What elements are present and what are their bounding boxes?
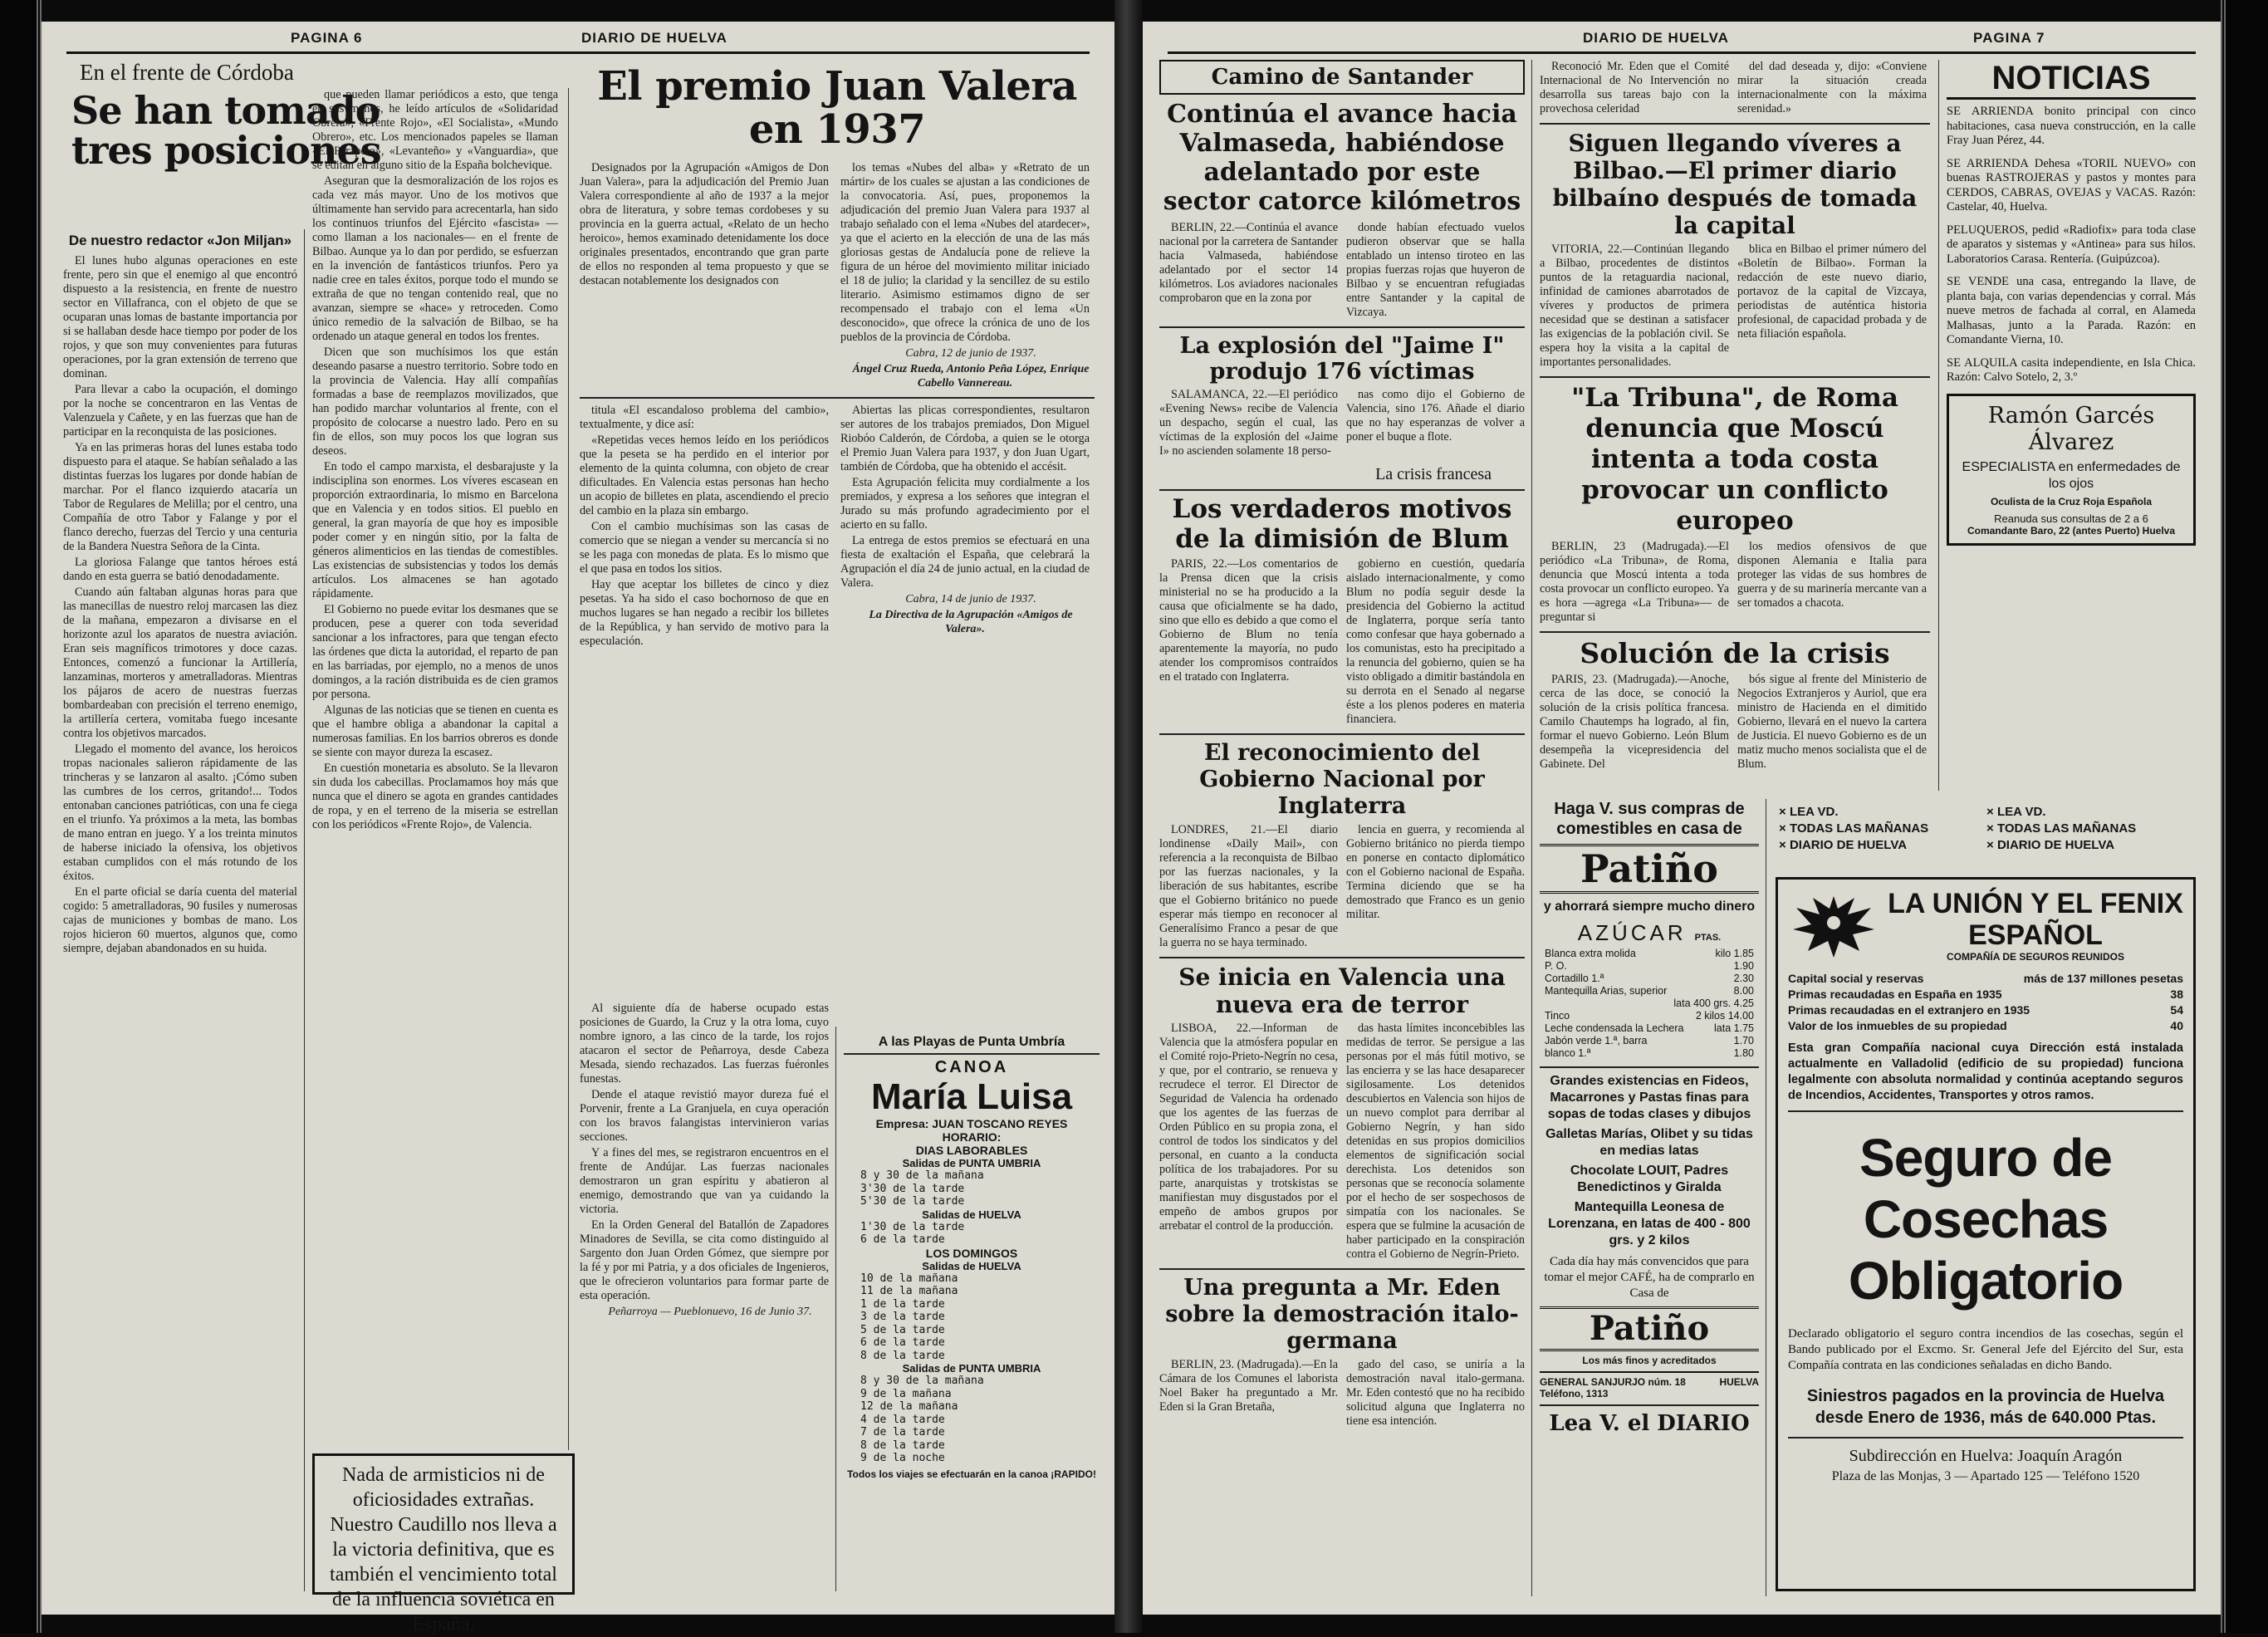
price-row	[1545, 1022, 1754, 1035]
reader-text: DIARIO DE HUELVA	[1996, 838, 2115, 852]
price-value: lata 1.75	[1714, 1022, 1754, 1034]
article-body	[840, 404, 1090, 650]
ad-rule	[1788, 1437, 2183, 1439]
product-name: AZÚCAR	[1577, 920, 1687, 945]
article-body	[1346, 388, 1525, 460]
classified-item: PELUQUEROS, pedid «Radiofix» para toda clase de aparatos y sistemas y «Antinea» para sus hilos. Laboratorios Carasa. Rentería. (Guipúzcoa).	[1947, 223, 2196, 266]
schedule-time: 4 de la tarde	[860, 1413, 945, 1426]
running-head	[66, 27, 1090, 54]
paragraph: PARIS, 23. (Madrugada).—Anoche, cerca de las doce, se conoció la solución de la crisis política francesa. Camilo Chautemps ha logrado, al fin, formar el nuevo Gobierno. León Blum desempeña la vicepresidencia del Gabinete. Del	[1540, 673, 1729, 771]
paragraph: «Repetidas veces hemos leído en los periódicos que la peseta se ha perdido en el interior por elemento de la quinta columna, con objeto de crear dificultades. En Valencia estas personas han hecho un acopio de billetes en plata, ascendiendo el precio del cambio en la plaza sin embargo.	[580, 434, 829, 517]
article-body	[1159, 557, 1338, 728]
insurance-body: Esta gran Compañía nacional cuya Dirección está instalada actualmente en Valladolid (edificio de su propiedad) funciona legalmente con absoluta normalidad y continúa aceptando seguros de Incendios, Accidentes, Transportes y otros ramos.	[1788, 1042, 2183, 1102]
paragraph: Algunas de las noticias que se tienen en cuenta es que el hambre obliga a abandonar la capital a numerosas familias. En los barrios obreros es donde se siente con mayor dureza la escasez.	[312, 703, 558, 759]
paragraph: Al siguiente día de haberse ocupado estas posiciones de Guardo, la Cruz y la otra loma, cuyo nombre ignoro, a las cinco de la tarde, los rojos atacaron el sector de Peñarroya, desde Cabeza Mesada, siendo rechazados. Las fuerzas fuéronles funestas.	[580, 1002, 829, 1086]
armistice-text: Nada de armisticios ni de oficiosidades extrañas. Nuestro Caudillo nos lleva a la victoria definitiva, que es también el vencimiento total de la influencia soviética en España.	[330, 1464, 557, 1635]
paragraph: LISBOA, 22.—Informan de Valencia que la atmósfera popular en el Comité rojo-Prieto-Negrín no cesa, y que, por el contrario, se renueva y recrudece el terror. El Director de Seguridad de Valencia ha ordenado que los agentes de las fuerzas de Orden Público en su propia zona, el control de todos los sindicatos y del personal, en cuanto a la conducta política de los trabajadores. Por su parte, anarquistas y trotskistas se manifiestan muy disgustados por el empeño de ambos grupos por arrebatar el control de la producción.	[1159, 1022, 1338, 1233]
valera-top-cols	[580, 161, 1095, 392]
paragraph: En cuestión monetaria es absoluto. Se la llevaron sin duda los cabecillas. Proclamamos hoy más que nunca que el dinero se agota en grandes cantidades de ropa, y en el terreno de la miseria se estrellan con los periódicos «Frente Rojo», de Valencia.	[312, 762, 558, 831]
article-kicker: En el frente de Córdoba	[80, 60, 294, 85]
article-headline: Solución de la crisis	[1580, 637, 1890, 669]
paragraph: gobierno en cuestión, quedaría aislado internacionalmente, y como Blum no podía seguir desde la presidencia del Gobierno la actitud de Inglaterra, porque sería tanto como confesar que haya gobernado a los comunistas, esto ha precipitado a la renuncia del gobierno, quien se ha visto obligado a dimitir bastándola en su derrota en el Senado al negarse éste a los plenos poderes en materia financiera.	[1346, 557, 1525, 726]
paragraph: los medios ofensivos de que disponen Alemania e Italia para proteger las vidas de sus hombres de guerra y de su marinería mercante van a ser tomados a chacota.	[1737, 540, 1927, 610]
figure-value: 38	[2170, 988, 2183, 1001]
article-body	[580, 1002, 829, 1319]
canoa-ad	[844, 1035, 1100, 1600]
ad-text: Cada día hay más convencidos que para tomar el mejor CAFÉ, ha de comprarlo en Casa de	[1544, 1255, 1755, 1300]
schedule-time: 7 de la tarde	[860, 1426, 945, 1439]
brand-band	[1540, 1306, 1759, 1351]
price-item: P. O.	[1545, 960, 1567, 972]
ad-notice: Los más finos y acreditados	[1582, 1355, 1717, 1366]
paragraph: nas como dijo el Gobierno de Valencia, sino 176. Añade el diario que no hay esperanzas de volver a poner el buque a flote.	[1346, 388, 1525, 444]
reader-text: TODAS LAS MAÑANAS	[1996, 821, 2137, 836]
paragraph: del dad deseada y, dijo: «Conviene mirar la situación creada internacionalmente con la máxima serenidad.»	[1737, 60, 1927, 115]
reader-line: × TODAS LAS MAÑANAS	[1779, 821, 1929, 836]
schedule-time: 10 de la mañana	[860, 1272, 958, 1285]
article-headline: Se inicia en Valencia una nueva era de terror	[1178, 963, 1506, 1018]
figure-label: Primas recaudadas en el extranjero en 1935	[1788, 1003, 2030, 1017]
book-edge-right	[2221, 0, 2268, 1633]
article-body	[1346, 823, 1525, 952]
section-rule	[1159, 1268, 1525, 1270]
schedule-time: 8 y 30 de la mañana	[860, 1375, 984, 1387]
paragraph: SALAMANCA, 22.—El periódico «Evening News» recibe de Valencia un despacho, según el cual, las víctimas de la explosión del «Jaime I» no ascienden solamente 18 perso-	[1159, 388, 1338, 458]
article-headline: El reconocimiento del Gobierno Nacional por Inglaterra	[1199, 740, 1485, 819]
price-row	[1545, 1010, 1754, 1022]
paragraph: Aseguran que la desmoralización de los rojos es cada vez más mayor. Uno de los motivos que últimamente han servido para acrecentarla, han sido los continuos triunfos del Ejército «fascista» —como llaman a los nacionales— en el frente de Bilbao. Aunque ya lo dan por perdido, se esfuerzan en la invención de fantásticos triunfos. Pero ya nadie cree en tales éxitos, porque todo el mundo se extraña de que no tengan contenido real, que no avanzan, siempre se «hace» y retroceden. Como único remedio de la salvación de Bilbao, se ha ordenado un ataque general en todos los frentes.	[312, 174, 558, 343]
ad-address: GENERAL SANJURJO núm. 18	[1540, 1376, 1686, 1388]
paragraph: Dicen que son muchísimos los que están deseando pasarse a nuestro territorio. Sobre todo en la provincia de Valencia. Hay allí compañías formadas a base de reemplazos movilizados, que han podido marchar voluntarios al frente, con el propósito de colocarse a nuestro lado. Pero en su fin de ellos, son muy pocos los que logran sus deseos.	[312, 346, 558, 458]
schedule-time: 5 de la tarde	[860, 1323, 945, 1336]
article-body-cols	[1540, 243, 1930, 371]
price-row	[1545, 1035, 1754, 1047]
article-body	[1159, 823, 1338, 952]
figure-row	[1788, 1018, 2183, 1034]
ad-rule	[1540, 1404, 1759, 1406]
section-rule	[1540, 631, 1930, 633]
schedule-time: 11 de la mañana	[860, 1285, 958, 1297]
ad-address-block	[1540, 1376, 1686, 1399]
price-row	[1545, 985, 1754, 997]
figure-label: Capital social y reservas	[1788, 972, 1924, 985]
article-headline: "La Tribuna", de Roma denuncia que Moscú intenta a toda costa provocar un conflicto europeo	[1571, 383, 1898, 536]
article-body	[1737, 673, 1927, 773]
reader-line: × DIARIO DE HUELVA	[1779, 838, 1908, 852]
product-row	[1540, 920, 1759, 946]
article-valera	[580, 61, 1095, 1025]
paragraph: BERLIN, 23 (Madrugada).—El periódico «La Tribuna», de Roma, denuncia que Moscú intenta a toda costa provocar un conflicto europeo. Ya es hora —agrega «La Tribuna»— de preguntar si	[1540, 540, 1729, 624]
signatories: Ángel Cruz Rueda, Antonio Peña López, Enrique Cabello Vannereau.	[852, 363, 1090, 390]
ad-footer: Todos los viajes se efectuarán en la canoa ¡RAPIDO!	[847, 1468, 1096, 1480]
figure-value: más de 137 millones pesetas	[2023, 972, 2183, 985]
schedule-time: 8 de la tarde	[860, 1439, 945, 1452]
insurance-sub: COMPAÑÍA DE SEGUROS REUNIDOS	[1946, 951, 2125, 963]
doctor-hours: Reanuda sus consultas de 2 a 6	[1994, 512, 2148, 525]
article-headline: Una pregunta a Mr. Eden sobre la demostración italo-germana	[1165, 1275, 1519, 1354]
ad-intro: Haga V. sus compras de comestibles en casa de	[1554, 800, 1745, 838]
paragraph: La gloriosa Falange que tantos héroes está dando en esta guerra se batió denodadamente.	[63, 556, 297, 583]
price-item: Tinco	[1545, 1010, 1570, 1022]
doctor-sub: Oculista de la Cruz Roja Española	[1990, 495, 2153, 507]
article-body-cols	[1159, 557, 1525, 728]
column-rule	[835, 1027, 836, 1591]
article-body	[1540, 673, 1729, 773]
schedule-time: 1'30 de la tarde	[860, 1220, 965, 1233]
price-item: Cortadillo 1.ª	[1545, 973, 1604, 984]
schedule-list	[844, 1221, 1100, 1247]
paragraph: Llegado el momento del avance, los heroicos tropas nacionales salieron rápidamente de las trincheras y se lanzaron al asalto. ¡Cómo suben las cumbres de los cerros, gritando!... Todos entonaban canciones patrióticas, con una fe ciega en el triunfo. Ya próximos a la meta, las bombas de mano entran en juego. Y a los treinta minutos de haberse iniciado la ofensiva, los objetivos estaban cumplidos con el más rotundo de los éxitos.	[63, 743, 297, 883]
price-value: 8.00	[1733, 985, 1754, 997]
article-body	[1346, 1022, 1525, 1263]
article-body	[1346, 221, 1525, 321]
article-body	[312, 88, 558, 832]
figure-row	[1788, 1002, 2183, 1018]
schedule-list	[844, 1272, 1100, 1363]
article-byline: De nuestro redactor «Jon Miljan»	[68, 233, 292, 248]
paragraph: BERLIN, 23. (Madrugada).—En la Cámara de los Comunes el laborista Noel Baker ha preguntado a Mr. Eden si la Gran Bretaña,	[1159, 1358, 1338, 1414]
price-item: Jabón verde 1.ª, barra	[1545, 1035, 1648, 1046]
schedule-time: 12 de la mañana	[860, 1400, 958, 1413]
price-value: 1.90	[1733, 960, 1754, 972]
price-row	[1545, 973, 1754, 985]
article-body-cols	[1159, 1022, 1525, 1263]
paragraph: lencia en guerra, y recomienda al Gobierno británico no pierda tiempo en ponerse en contacto diplomático con el Gobierno nacional de España. Termina diciendo que se ha demostrado que Franco es un genio militar.	[1346, 823, 1525, 921]
ad-heading: A las Playas de Punta Umbría	[878, 1035, 1065, 1049]
paragraph: PARIS, 22.—Los comentarios de la Prensa dicen que la crisis ministerial no se ha producido a la causa que oficialmente se ha dado, sino que ello es debido a que como el Gobierno de Blum no tenía aparentemente la mayoría, no pudo atender los compromisos contraídos en el tratado con Inglaterra.	[1159, 557, 1338, 684]
armistice-box	[312, 1453, 575, 1635]
article-body-cols	[1540, 540, 1930, 626]
section-rule	[1540, 123, 1930, 125]
article-body	[1159, 221, 1338, 321]
schedule-list	[844, 1169, 1100, 1208]
article-col2	[312, 88, 558, 1450]
price-value: lata 400 grs. 4.25	[1673, 997, 1754, 1009]
column-rule	[568, 88, 569, 1450]
price-row	[1545, 948, 1754, 960]
paragraph: El Gobierno no puede evitar los desmanes que se producen, pese a querer con toda severidad sancionar a los infractores, para que tengan efecto las órdenes que dicta la autoridad, el reparto de pan en las barriadas, por ejemplo, no a menos de unos domingos, a la ración distribuida es de cien gramos por persona.	[312, 603, 558, 701]
column-rule	[304, 229, 305, 1591]
paid-line: Siniestros pagados en la provincia de Huelva desde Enero de 1936, más de 640.000 Ptas.	[1806, 1387, 2165, 1427]
classified-item: SE ARRIENDA bonito principal con cinco habitaciones, casa nueva construcción, en la calle Fray Juan Pérez, 44.	[1947, 105, 2196, 147]
paragraph: gado del caso, se uniría a la demostración naval italo-germana. Mr. Eden contestó que no ha recibido solicitud alguna que Inglaterra no tiene esa intención.	[1346, 1358, 1525, 1428]
schedule-time: 3'30 de la tarde	[860, 1182, 965, 1195]
price-item: Blanca extra molida	[1545, 948, 1636, 959]
ad-line: Mantequilla Leonesa de Lorenzana, en latas de 400 - 800 grs. y 2 kilos	[1548, 1200, 1751, 1247]
paragraph: Designados por la Agrupación «Amigos de Don Juan Valera», para la adjudicación del Premio Juan Valera correspondiente al año de 1937 a la mejor obra de literatura, y sobre temas cordobeses y su provincia en la guerra actual, «Relato de un hecho heroico», hemos examinado detenidamente los doce originales presentados, encontrando que gran parte de ellos no responden al tema propuesto y que se destacan notablemente los designados con	[580, 161, 829, 287]
brand-name: Patiño	[1580, 846, 1718, 891]
paragraph: Cuando aún faltaban algunas horas para que las manecillas de nuestro reloj marcasen las diez de la mañana, empezaron a divisarse en el horizonte azul los aparatos de nuestra aviación. Eran seis magníficos trimotores y doce cazas. Entonces, comenzó a funcionar la Artillería, lanzaminas, morteros y ametralladoras. Mientras los pájaros de acero de nuestras fuerzas bombardeaban con precisión el terreno enemigo, la artillería certera, vomitaba fuego incesante contra los objetivos marcados.	[63, 586, 297, 740]
doctor-ad	[1947, 394, 2196, 546]
figure-label: Primas recaudadas en España en 1935	[1788, 988, 2002, 1001]
paragraph: Esta Agrupación felicita muy cordialmente a los premiados, y expresa a los señores que integran el Jurado su más profundo agradecimiento por el acierto en su fallo.	[840, 476, 1090, 532]
doctor-address: Comandante Baro, 22 (antes Puerto) Huelva	[1967, 524, 2176, 537]
readers-box	[1774, 799, 1972, 865]
article-body	[1159, 388, 1338, 460]
figure-label: Valor de los inmuebles de su propiedad	[1788, 1019, 2007, 1032]
ad-line: Chocolate LOUIT, Padres Benedictinos y Giralda	[1570, 1164, 1729, 1194]
price-row	[1545, 960, 1754, 973]
schedule-time: 5'30 de la tarde	[860, 1195, 965, 1208]
reader-text: DIARIO DE HUELVA	[1789, 838, 1908, 852]
article-body	[1346, 557, 1525, 728]
article-body-cols	[1540, 673, 1930, 773]
boat-name: María Luisa	[870, 1076, 1073, 1117]
newspaper-page-7	[1143, 22, 2221, 1615]
section-rule	[1159, 957, 1525, 958]
lea-diario-banner: Lea V. el DIARIO	[1549, 1411, 1750, 1436]
paragraph: bós sigue al frente del Ministerio de Negocios Extranjeros y Auriol, que era ministro de Hacienda en el dimitido Gobierno, llevará en el nuevo la cartera de Justicia. El nuevo Gobierno es de un matiz mucho menos socialista que el de Blum.	[1737, 673, 1927, 771]
paragraph: LONDRES, 21.—El diario londinense «Daily Mail», con referencia a la reconquista de Bilbao por las fuerzas nacionales, y la liberación de sus habitantes, escribe que el Gobierno británico no puede esperar más tiempo en reconocer al Generalísimo Franco a pesar de que la guerra no se haya terminado.	[1159, 823, 1338, 949]
insurance-ad	[1776, 877, 2196, 1591]
paragraph: blica en Bilbao el primer número del «Boletín de Bilbao». Forman la redacción de este nuevo diario, portavoz de la capital de Vizcaya, periodistas de auténtica historia profesional, de capacidad probada y de neta filiación española.	[1737, 243, 1927, 341]
price-list	[1540, 946, 1759, 1061]
noticias-column	[1947, 60, 2196, 791]
section-rule	[1159, 326, 1525, 328]
paragraph: En todo el campo marxista, el desbarajuste y la indisciplina son enormes. Los víveres escasean en proporción extraordinaria, lo mismo en Barcelona que en Valencia y en todos sitios. El pueblo en general, la gran mayoría de que hoy es imposible poder comer y en ningún sitio, por la falta de géneros alimenticios en las tiendas de comestibles. Las existencias de subsistencias y todos los demás artículos. Los almacenes se han agotado rápidamente.	[312, 460, 558, 600]
masthead-small: DIARIO DE HUELVA	[1583, 30, 1729, 46]
article-kicker: Camino de Santander	[1159, 60, 1525, 95]
schedule-time: 1 de la tarde	[860, 1297, 945, 1311]
reader-text: LEA VD.	[1996, 805, 2046, 819]
signatories: La Directiva de la Agrupación «Amigos de Valera».	[869, 609, 1073, 635]
paragraph: Ya en las primeras horas del lunes estaba todo dispuesto para el ataque. Se habían señalado a las distintas fuerzas los lugares por donde habían de marchar. Por el flanco izquierdo atacaría un Tabor de Regulares de Melilla; por el centro, una Compañía de otro Tabor y Falange y por el flanco derecho, fuerzas del Tercio y una centuria de la Bandera Nuestra Señora de la Cinta.	[63, 441, 297, 553]
article-body	[1737, 243, 1927, 371]
classified-item: SE ARRIENDA Dehesa «TORIL NUEVO» con buenas RASTROJERAS y pastos y montes para CERDOS, CABRAS, OVEJAS y VACAS. Razón: Castelar, 40, Huelva.	[1947, 156, 2196, 213]
agent-line: Subdirección en Huelva: Joaquín Aragón	[1849, 1447, 2123, 1465]
brand-name: Patiño	[1589, 1309, 1710, 1348]
patino-ad	[1540, 799, 1759, 1596]
signature-place: Cabra, 14 de junio de 1937.	[905, 593, 1036, 605]
ad-rule	[1788, 1110, 2183, 1112]
paragraph: En la Orden General del Batallón de Zapadores Minadores de Sevilla, se cita como distinguido al Sargento don Juan Orden Gómez, que siempre por la fé y por mi Patria, y a dos oficiales de Ingenieros, que le ofrecieron voluntarios para formar parte de esta operación.	[580, 1218, 829, 1302]
page-number: PAGINA 7	[1973, 30, 2045, 46]
article-body	[63, 254, 297, 956]
schedule-list	[844, 1375, 1100, 1465]
article-body	[1540, 540, 1729, 626]
reader-text: TODAS LAS MAÑANAS	[1789, 821, 1929, 836]
insurance-brand: LA UNIÓN Y EL FENIX ESPAÑOL	[1888, 888, 2183, 951]
paragraph: Reconoció Mr. Eden que el Comité Internacional de No Intervención no desarrolla sus tareas bajo con la provechosa celeridad	[1540, 60, 1729, 115]
schedule-route: Salidas de PUNTA UMBRIA	[902, 1157, 1041, 1169]
paragraph: BERLIN, 22.—Continúa el avance nacional por la carretera de Santander hacia Valmaseda, habiéndose adelantado por el sector 14 kilómetros. Los aviadores nacionales comprobaron que en la zona por	[1159, 221, 1338, 305]
schedule-subtitle: DIAS LABORABLES	[915, 1144, 1028, 1157]
book-edge-left	[0, 0, 42, 1633]
section-rule	[1159, 733, 1525, 735]
ad-rule	[844, 1053, 1100, 1055]
paragraph: En el parte oficial se daría cuenta del material cogido: 5 ametralladoras, 90 fusiles y numerosas cajas de municiones y bombas de mano. Los rojos hicieron 60 muertos, algunos que, como siempre, dejaban abandonados en su huida.	[63, 885, 297, 955]
reader-line: × TODAS LAS MAÑANAS	[1986, 821, 2137, 836]
article-body	[1159, 1022, 1338, 1263]
reader-text: LEA VD.	[1789, 805, 1839, 819]
schedule-route: Salidas de HUELVA	[922, 1259, 1021, 1272]
doctor-name: Ramón Garcés Álvarez	[1987, 402, 2155, 455]
price-row	[1545, 1047, 1754, 1060]
cosechas-title: Seguro de Cosechas Obligatorio	[1848, 1128, 2123, 1311]
paragraph: Abiertas las plicas correspondientes, resultaron ser autores de los trabajos premiados, Don Miguel Riobóo Calderón, de Córdoba, a quien se le otorga el Premio Juan Valera para 1937, y don Juan Ugart, también de Córdoba, que ha obtenido el accésit.	[840, 404, 1090, 473]
price-value: kilo 1.85	[1715, 948, 1754, 959]
article-body-cols	[1159, 1358, 1525, 1430]
insurance-figures	[1788, 971, 2183, 1034]
readers-box	[1981, 799, 2196, 865]
paragraph: La entrega de estos premios se efectuará en una fiesta de exaltación el España, que celebrará la Agrupación el día 24 de junio actual, en la ciudad de Valera.	[840, 534, 1090, 590]
article-headline: Los verdaderos motivos de la dimisión de Blum	[1172, 494, 1512, 554]
article-headline: La explosión del "Jaime I" produjo 176 víctimas	[1179, 333, 1505, 385]
paragraph: Dende el ataque revistió mayor dureza fué el Porvenir, frente a La Granjuela, en cuya operación con los bravos falangistas intervinieron varias secciones.	[580, 1088, 829, 1144]
article-cordoba-body	[63, 229, 297, 1600]
reader-line: × LEA VD.	[1986, 805, 2046, 819]
unit-label: PTAS.	[1694, 933, 1722, 943]
paragraph: VITORIA, 22.—Continúan llegando a Bilbao, procedentes de distintos puntos de la retaguardia nacional, infinidad de camiones abarrotados de víveres y productos de primera necesidad que se destinan a satisfacer las exigencias de la población civil. Se espera hoy la visita a la capital de importantes personalidades.	[1540, 243, 1729, 369]
section-banner: La crisis francesa	[1375, 465, 1492, 483]
paragraph: El lunes hubo algunas operaciones en este frente, pero sin que el enemigo al que encontró dispuesto a la resistencia, en frente de nuestro sector en Villafranca, con el objeto de que se ocuparan unas lomas de bastante importancia por si se hallaban desde hace tiempo por poder de los rojos, y que son muy convenientes para futuras operaciones, por la gran extensión de terreno que dominan.	[63, 254, 297, 380]
article-body-cols	[1540, 60, 1930, 118]
signature-place: Peñarroya — Pueblonuevo, 16 de Junio 37.	[608, 1306, 812, 1318]
classified-item: SE ALQUILA casita independiente, en Isla Chica. Razón: Calvo Sotelo, 2, 3.º	[1947, 355, 2196, 384]
article-body-cols	[1159, 221, 1525, 321]
article-body	[1540, 60, 1729, 118]
ad-line: Galletas Marías, Olibet y su tidas en medias latas	[1545, 1127, 1753, 1158]
schedule-time: 6 de la tarde	[860, 1336, 945, 1349]
article-body	[1540, 243, 1729, 371]
article-headline: El premio Juan Valera en 1937	[597, 63, 1077, 153]
ad-label: CANOA	[934, 1058, 1009, 1076]
paragraph: donde habían efectuado vuelos pudieron observar que se halla entablado un intenso tiroteo en las propias fuerzas rojas que huyeron de Bilbao y se encuentran refugiadas entre Santander y la capital de Vizcaya.	[1346, 221, 1525, 319]
article-headline: Siguen llegando víveres a Bilbao.—El primer diario bilbaíno después de tomada la capital	[1552, 130, 1918, 239]
article-body	[1737, 60, 1927, 118]
running-head	[1168, 27, 2196, 54]
masthead-small: DIARIO DE HUELVA	[581, 30, 727, 46]
article-headline: Continúa el avance hacia Valmaseda, habiéndose adelantado por este sector catorce kilómetros	[1163, 100, 1521, 216]
schedule-time: 3 de la tarde	[860, 1311, 945, 1323]
price-item: Mantequilla Arias, superior	[1545, 985, 1668, 997]
insurance-brand-block	[1888, 888, 2183, 963]
section-rule	[580, 397, 1095, 399]
figure-row	[1788, 971, 2183, 987]
article-body	[580, 404, 829, 650]
noticias-header: NOTICIAS	[1947, 60, 2196, 100]
insurance-header	[1788, 888, 2183, 963]
brand-band	[1540, 844, 1759, 894]
schedule-time: 9 de la noche	[860, 1452, 945, 1464]
schedule-title: HORARIO:	[942, 1130, 1002, 1144]
paragraph: Con el cambio muchísimas son las casas de comercio que se niegan a vender su mercancía si no se les paga con monedas de plata. Es lo mismo que el que pasa en todos los sitios.	[580, 520, 829, 576]
schedule-route: Salidas de PUNTA UMBRIA	[902, 1362, 1041, 1375]
figure-row	[1788, 987, 2183, 1002]
ad-city: HUELVA	[1719, 1376, 1759, 1388]
column-bc-top	[1540, 60, 1930, 791]
column-rule	[1938, 60, 1939, 791]
paragraph: Hay que aceptar los billetes de cinco y diez pesetas. Ya ha sido el caso bochornoso de que en muchos lugares se han negado a recibir los billetes de la República, y han servido de motivo para la especulación.	[580, 578, 829, 648]
valera-bottom-cols	[580, 404, 1095, 650]
ad-line: Grandes existencias en Fideos, Macarrones y Pastas finas para sopas de todas clases y dibujos	[1547, 1074, 1751, 1121]
schedule-time: 8 de la tarde	[860, 1349, 945, 1362]
signature-place: Cabra, 12 de junio de 1937.	[905, 347, 1036, 360]
article-body-cols	[1159, 823, 1525, 952]
article-body	[1737, 540, 1927, 626]
price-item: Leche condensada la Lechera	[1545, 1022, 1684, 1034]
reader-line: × DIARIO DE HUELVA	[1986, 838, 2115, 852]
ad-owner: Empresa: JUAN TOSCANO REYES	[875, 1117, 1068, 1130]
agent-address: Plaza de las Monjas, 3 — Apartado 125 — Teléfono 1520	[1831, 1469, 2140, 1483]
article-body	[580, 161, 829, 392]
doctor-title: ESPECIALISTA en enfermedades de los ojos	[1962, 459, 2181, 491]
schedule-subtitle: LOS DOMINGOS	[925, 1246, 1018, 1260]
article-body	[1159, 1358, 1338, 1430]
column-rule	[1531, 60, 1532, 1596]
article-body	[840, 161, 1090, 392]
schedule-time: 6 de la tarde	[860, 1233, 945, 1246]
price-value: 1.80	[1733, 1047, 1754, 1059]
paragraph: titula «El escandaloso problema del cambio», textualmente, y dice así:	[580, 404, 829, 431]
column-a	[1159, 60, 1525, 1600]
paragraph: das hasta límites inconcebibles las medidas de terror. Se persigue a las personas por el más fútil motivo, se las encierra y se las hace desaparecer sigilosamente. Los detenidos descubiertos en Valencia son hijos de un nuevo complot para derribar al Gobierno Negrín, y han sido detenidas en sus propios domicilios elementos de significación social derechista. Los detenidos son personas que se reconocía solamente por el hecho de ser sospechosos de simpatía con los nacionales. Se espera que se fulmine la acusación de haber participado en la conspiración contra el Gobierno de Negrín-Prieto.	[1346, 1022, 1525, 1261]
section-rule	[1159, 489, 1525, 491]
paragraph: los temas «Nubes del alba» y «Retrato de un mártir» de los cuales se ajustan a las condiciones de la convocatoria. Así, pues, proponemos la adjudicación del premio Juan Valera para 1937 al trabajo señalado con el lema «Nubes del atardecer», ya que el acierto en la elección de una de las más gloriosas gestas de Andalucía pone de relieve la figura de un héroe del movimiento militar iniciado el 18 de julio; la claridad y la sencillez de su estilo literario. Asimismo estimamos digno de ser recompensado el trabajo con el lema «Un desconocido», que ofrece la crónica de uno de los pueblos de la provincia de Córdoba.	[840, 161, 1090, 344]
ad-rule	[1540, 1066, 1759, 1068]
article-body-cols	[1159, 388, 1525, 460]
eagle-emblem-icon	[1788, 888, 1879, 963]
ad-phone: Teléfono, 1313	[1540, 1388, 1609, 1399]
price-value: 2 kilos 14.00	[1695, 1010, 1754, 1022]
reader-line: × LEA VD.	[1779, 805, 1839, 819]
price-value: 1.70	[1733, 1035, 1754, 1046]
paragraph: Y a fines del mes, se registraron encuentros en el frente de Andújar. Las fuerzas nacionales demostraron un gran espíritu y abatieron al enemigo, demostrando que van ya cuidando la victoria.	[580, 1146, 829, 1216]
schedule-time: 9 de la mañana	[860, 1387, 952, 1400]
book-gutter	[1114, 0, 1143, 1633]
paragraph: Para llevar a cabo la ocupación, el domingo por la noche se concentraron en las Ventas de Valenzuela y Cañete, y en las fuerzas que han de participar en la reconquista de las posiciones.	[63, 383, 297, 439]
section-rule	[1540, 376, 1930, 378]
figure-value: 54	[2170, 1003, 2183, 1017]
article-col4-continuation	[580, 1002, 829, 1591]
price-value: 2.30	[1733, 973, 1754, 984]
figure-value: 40	[2170, 1019, 2183, 1032]
schedule-route: Salidas de HUELVA	[922, 1208, 1021, 1221]
schedule-time: 8 y 30 de la mañana	[860, 1169, 984, 1182]
price-row	[1545, 997, 1754, 1010]
classified-item: SE VENDE una casa, entregando la llave, de planta baja, con varias dependencias y corral. Más nueve metros de fachada al corral, en Alameda Malhasas, junto a la Parada. Razón: en Comandante Vierna, 10.	[1947, 275, 2196, 346]
article-headline: Se han tomado tres posiciones	[71, 88, 381, 173]
cosechas-body: Declarado obligatorio el seguro contra incendios de las cosechas, según el Bando publicado por el Excmo. Sr. General Jefe del Ejército del Sur, esta Compañía contrata en las condiciones señaladas en dicho Bando.	[1788, 1327, 2183, 1372]
article-body	[1346, 1358, 1525, 1430]
newspaper-page-6	[42, 22, 1114, 1635]
ad-tagline: y ahorrará siempre mucho dinero	[1543, 899, 1756, 914]
page-number: PAGINA 6	[291, 30, 363, 46]
ad-address-row	[1540, 1371, 1759, 1399]
paragraph: que pueden llamar periódicos a esto, que tenga en sus manos, he leído artículos de «Solidaridad Obrera», «Frente Rojo», «El Socialista», «Mundo Obrero», etc. Los mencionados papeles se llaman «El Parapeto», «Levanteño» y «Vanguardia», que se editan en alguno sitio de la España bolchevique.	[312, 88, 558, 172]
price-item: blanco 1.ª	[1545, 1047, 1591, 1059]
